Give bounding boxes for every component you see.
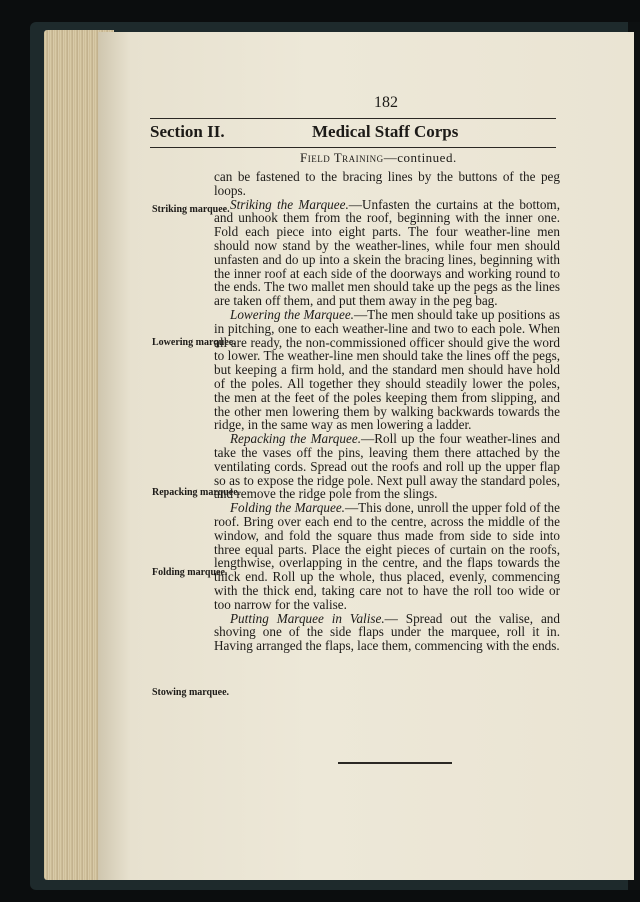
section-title: Medical Staff Corps (312, 122, 459, 141)
paragraph-text: —Unfasten the curtains at the bottom, and unhook them from the roof, beginning with the inner one. Fold each piece into eight parts. The four weather-line men should now stand by the weather-lines, while four men should unfasten and do up into a skein the bracing lines, beginning with the inner roof at each side of the doorways and working round to the ends. The two mallet men should take up the pegs as the lines are taken off them, and put them away in the peg bag. (214, 196, 560, 309)
sub-heading (300, 150, 457, 166)
sub-heading-main: Field Training (300, 150, 384, 165)
paragraph-lead: Lowering the Marquee. (230, 306, 354, 322)
margin-note-striking: Striking marquee. (152, 204, 230, 215)
section-label: Section II. (150, 122, 225, 141)
body-text (214, 170, 560, 653)
paragraph-folding (214, 501, 560, 611)
paragraph-text: — Spread out the valise, and shoving one of the side flaps under the marquee, roll it in. Having arranged the flaps, lace them, commencing with the ends. (214, 610, 560, 654)
sub-heading-suffix: —continued. (383, 150, 457, 165)
paragraph-stowing (214, 612, 560, 653)
paragraph-lead: Putting Marquee in Valise. (230, 610, 385, 626)
paragraph-repacking (214, 432, 560, 501)
margin-note-lowering: Lowering marquee. (152, 337, 236, 348)
paragraph-lead: Folding the Marquee. (230, 500, 345, 516)
paragraph-text: —Roll up the four weather-lines and take the vases off the pins, leaving them there attached by the ventilating cords. Spread out the roofs and roll up the upper flap so as to expose the ridge pole. Next pull away the standard poles, and remove the ridge pole from the slings. (214, 431, 561, 502)
margin-note-repacking: Repacking marquee. (152, 487, 241, 498)
end-rule (338, 762, 452, 764)
paragraph-text: can be fastened to the bracing lines by the buttons of the peg loops. (214, 169, 560, 198)
margin-note-stowing: Stowing marquee. (152, 687, 230, 698)
paragraph-lead: Striking the Marquee. (230, 196, 349, 212)
header-rule-top (150, 118, 556, 119)
paragraph-text: —This done, unroll the upper fold of the roof. Bring over each end to the centre, across the middle of the window, and fold the square thus made from side to side into three equal parts. Place the eight pieces of curtain on the roofs, lengthwise, overlapping in the centre, and the flaps towards the thick end. Roll up the whole, thus placed, evenly, commencing with the thick end, taking care not to have the roll too wide or too narrow for the valise. (214, 500, 560, 612)
paragraph-continued (214, 170, 560, 198)
page-number: 182 (374, 94, 398, 111)
header-rule-bottom (150, 147, 556, 148)
paragraph-text: —The men should take up positions as in pitching, one to each weather-line and two to each pole. When all are ready, the non-commissioned officer should give the word to lower. The weather-line men should take the lines off the pegs, but keeping a firm hold, and the standard men should have hold of the poles. All together they should steadily lower the poles, the men at the feet of the poles keeping them from slipping, and the other men lowering them by walking backwards towards the ridge, in the same way as men lowering a ladder. (214, 306, 560, 433)
margin-note-folding: Folding marquee. (152, 567, 228, 578)
paragraph-lowering (214, 308, 560, 432)
book-page (98, 32, 634, 880)
paragraph-lead: Repacking the Marquee. (230, 431, 361, 447)
paragraph-striking (214, 198, 560, 308)
